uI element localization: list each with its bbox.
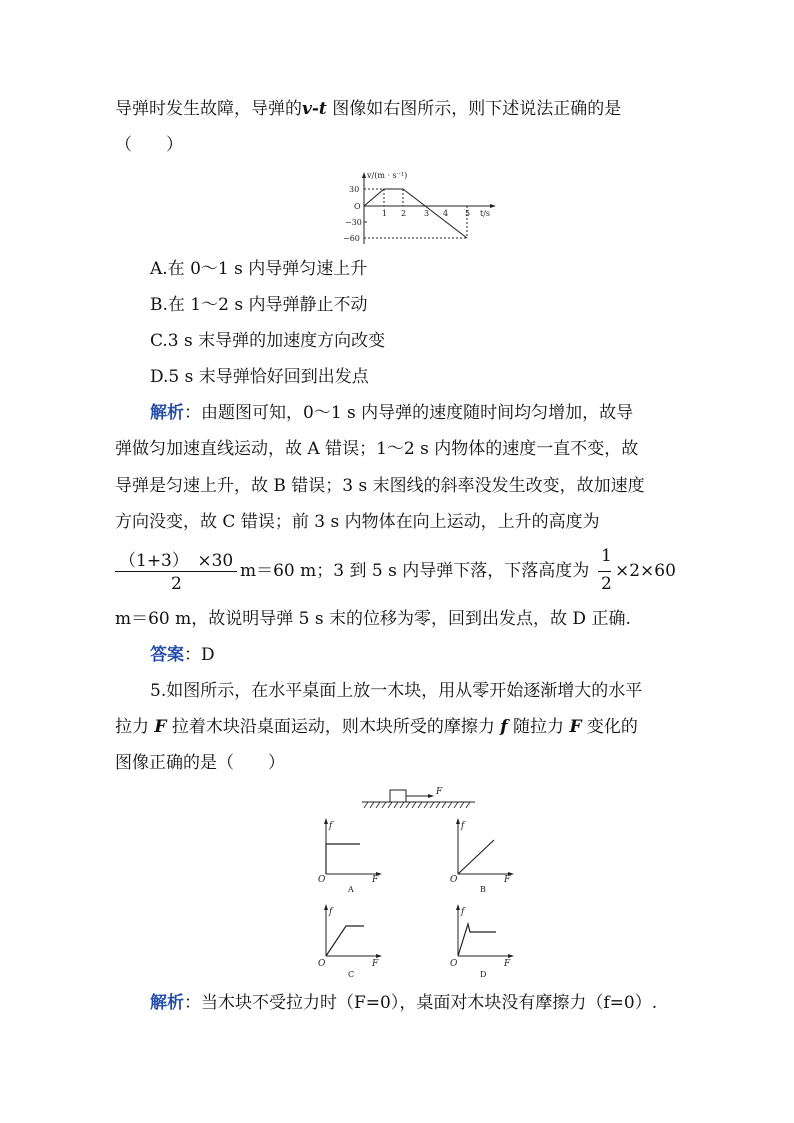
graph-c-label: C: [348, 970, 355, 979]
q5-analysis-line1: 解析：当木块不受拉力时（F=0），桌面对木块没有摩擦力（f=0）.: [150, 993, 658, 1013]
q4-stem-line2: （ ）: [115, 135, 183, 155]
graph-c-line: [326, 926, 364, 956]
graph-a: [318, 816, 384, 894]
graph-b-label: B: [480, 885, 486, 894]
svg-text:f: f: [461, 821, 465, 831]
vt-tick-x2: 2: [401, 209, 407, 218]
vt-tick-m30: −30: [345, 218, 362, 227]
svg-text:O: O: [318, 959, 326, 969]
q5-analysis-label: 解析: [150, 993, 184, 1013]
svg-text:f: f: [461, 907, 465, 917]
answer-label: 答案: [150, 645, 184, 665]
q4-answer: 答案：D: [150, 645, 215, 665]
option-c: C.3 s 末导弹的加速度方向改变: [150, 331, 386, 351]
graph-d: [450, 902, 516, 980]
option-a: A.在 0～1 s 内导弹匀速上升: [150, 259, 368, 279]
q5-stem-line2: 拉力 F 拉着木块沿桌面运动，则木块所受的摩擦力 f 随拉力 F 变化的: [115, 717, 638, 737]
vt-tick-x4: 4: [443, 209, 449, 218]
vt-tick-30: 30: [349, 185, 360, 194]
svg-text:O: O: [450, 875, 458, 885]
option-b: B.在 1～2 s 内导弹静止不动: [150, 295, 368, 315]
analysis-label: 解析: [150, 403, 184, 423]
graph-d-line: [458, 924, 496, 956]
q4-analysis-line2: 弹做匀加速直线运动，故 A 错误；1～2 s 内物体的速度一直不变，故: [115, 439, 639, 459]
svg-text:f: f: [329, 907, 333, 917]
q4-analysis-line5b: ×2×60: [615, 561, 676, 581]
q4-analysis-line4: 方向没变，故 C 错误；前 3 s 内物体在向上运动，上升的高度为: [115, 512, 600, 532]
fraction-numerator: （1+3） ×30: [119, 551, 234, 571]
force-label: F: [436, 787, 443, 797]
vt-tick-m60: −60: [343, 234, 360, 243]
vt-tick-x3: 3: [424, 209, 430, 218]
vt-graph: [340, 168, 500, 248]
graph-a-label: A: [348, 885, 354, 894]
vt-tick-x5: 5: [465, 209, 471, 218]
graph-d-label: D: [480, 970, 487, 979]
svg-text:F: F: [372, 875, 379, 885]
graph-c: [318, 902, 384, 980]
q5-stem-line1: 5.如图所示，在水平桌面上放一木块，用从零开始逐渐增大的水平: [150, 681, 643, 701]
fraction-area: [115, 540, 245, 600]
vt-tick-x1: 1: [382, 209, 388, 218]
q4-stem-line1: 导弹时发生故障，导弹的v-t 图像如右图所示，则下述说法正确的是: [115, 99, 622, 119]
vt-curve: [364, 189, 467, 238]
vt-ylabel: v/(m · s⁻¹): [367, 171, 408, 180]
table-hatching: [364, 802, 470, 808]
q4-analysis-line1: 解析：由题图可知，0～1 s 内导弹的速度随时间均匀增加，故导: [150, 403, 634, 423]
option-d: D.5 s 末导弹恰好回到出发点: [150, 367, 369, 387]
block-on-table-figure: [360, 784, 480, 810]
svg-text:F: F: [372, 959, 379, 969]
fraction-denominator: 2: [171, 574, 182, 594]
half-fraction: 1 2: [598, 540, 614, 600]
q4-analysis-line5a: m＝60 m；3 到 5 s 内导弹下落，下落高度为: [240, 561, 590, 581]
q5-stem-line3: 图像正确的是（ ）: [115, 753, 285, 773]
graph-b-line: [458, 840, 494, 874]
graph-a-line: [326, 844, 360, 874]
vt-origin: O: [354, 202, 361, 211]
graph-b: [450, 816, 516, 894]
svg-text:O: O: [318, 875, 326, 885]
svg-text:f: f: [329, 821, 333, 831]
q4-analysis-line6: m＝60 m，故说明导弹 5 s 末的位移为零，回到出发点，故 D 正确.: [115, 609, 631, 629]
svg-text:O: O: [450, 959, 458, 969]
vt-xlabel: t/s: [480, 209, 491, 218]
q4-analysis-line3: 导弹是匀速上升，故 B 错误；3 s 末图线的斜率没发生改变，故加速度: [115, 476, 645, 496]
svg-text:F: F: [504, 875, 511, 885]
svg-text:F: F: [504, 959, 511, 969]
wooden-block: [390, 790, 406, 802]
